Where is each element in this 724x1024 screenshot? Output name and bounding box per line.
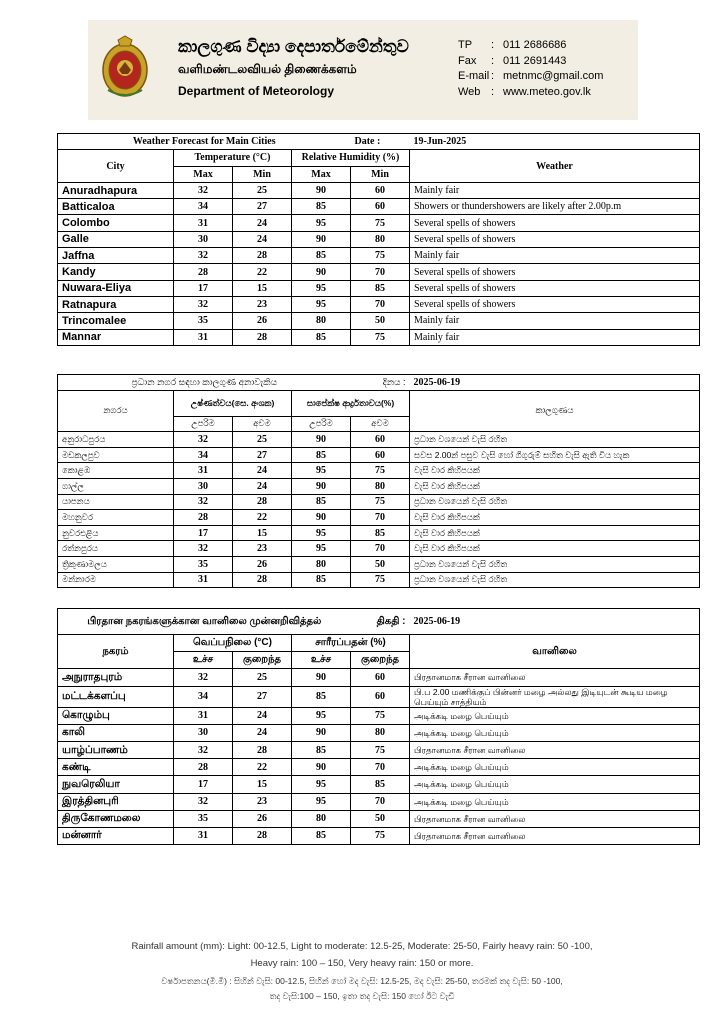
rh-max-cell: 90	[292, 264, 351, 280]
temp-min-cell: 26	[233, 810, 292, 827]
col-header-min: Min	[233, 166, 292, 182]
rh-max-cell: 80	[292, 810, 351, 827]
rh-min-cell: 50	[351, 556, 410, 572]
col-header-temperature: උෂ්ණත්වය(සෙ. අංශක)	[174, 390, 292, 416]
forecast-date: 2025-06-19	[410, 375, 700, 391]
rh-min-cell: 60	[351, 669, 410, 686]
weather-cell: அடிக்கடி மழை பெய்யும்	[410, 776, 700, 793]
rh-max-cell: 95	[292, 707, 351, 724]
table-row	[58, 329, 700, 345]
table-row	[58, 231, 700, 247]
forecast-date: 2025-06-19	[410, 609, 700, 635]
temp-min-cell: 24	[233, 463, 292, 479]
forecast-table-english	[57, 133, 700, 346]
org-name-tamil: வளிமண்டலவியல் திணைக்களம்	[178, 62, 357, 76]
table-row	[58, 463, 700, 479]
rh-max-cell: 85	[292, 686, 351, 707]
rh-min-cell: 75	[351, 572, 410, 588]
rh-min-cell: 85	[351, 525, 410, 541]
table-row	[58, 510, 700, 526]
temp-max-cell: 28	[174, 510, 233, 526]
temp-max-cell: 32	[174, 541, 233, 557]
col-header-max: උපරිම	[174, 416, 233, 432]
weather-cell: பி.ப 2.00 மணிக்குப் பின்னர் மழை அல்லது இடியுடன் கூடிய மழை பெய்யும் சாத்தியம்	[410, 686, 700, 707]
city-cell: Mannar	[58, 329, 174, 345]
contact-label: Fax	[458, 54, 477, 67]
weather-cell: Showers or thundershowers are likely after 2.00p.m	[410, 199, 700, 215]
table-body	[58, 432, 700, 588]
col-header-weather: කාලගුණය	[410, 390, 700, 432]
weather-cell: ප්‍රධාන වශයෙන් වැසි රහිත	[410, 432, 700, 448]
table-row	[58, 724, 700, 741]
contact-label: TP	[458, 39, 473, 51]
rh-min-cell: 70	[351, 296, 410, 312]
city-cell: திருகோணமலை	[58, 810, 174, 827]
table-row	[58, 296, 700, 312]
col-header-max: උපරිම	[292, 416, 351, 432]
col-header-min: குறைந்த	[351, 652, 410, 669]
temp-min-cell: 25	[233, 182, 292, 198]
city-cell: Colombo	[58, 215, 174, 231]
rh-max-cell: 85	[292, 572, 351, 588]
temp-min-cell: 22	[233, 759, 292, 776]
table-row	[58, 199, 700, 215]
temp-min-cell: 26	[233, 556, 292, 572]
col-header-humidity: සාපේක්ෂ ආර්ද්‍රතාවය(%)	[292, 390, 410, 416]
rh-max-cell: 95	[292, 463, 351, 479]
col-header-temperature: Temperature (°C)	[174, 150, 292, 166]
weather-cell: அடிக்கடி மழை பெய்யும்	[410, 707, 700, 724]
weather-cell: பிரதானமாக சீரான வானிலை	[410, 669, 700, 686]
temp-min-cell: 24	[233, 478, 292, 494]
rh-max-cell: 85	[292, 248, 351, 264]
temp-max-cell: 17	[174, 280, 233, 296]
weather-cell: ප්‍රධාන වශයෙන් වැසි රහිත	[410, 494, 700, 510]
table-row	[58, 556, 700, 572]
temp-max-cell: 30	[174, 478, 233, 494]
city-cell: இரத்தினபுரி	[58, 793, 174, 810]
temp-max-cell: 28	[174, 759, 233, 776]
table-row	[58, 759, 700, 776]
rh-min-cell: 60	[351, 182, 410, 198]
rh-min-cell: 80	[351, 231, 410, 247]
rh-max-cell: 85	[292, 329, 351, 345]
city-cell: මඩකලපුව	[58, 447, 174, 463]
temp-max-cell: 32	[174, 248, 233, 264]
rh-min-cell: 75	[351, 463, 410, 479]
city-cell: Jaffna	[58, 248, 174, 264]
table-row	[58, 669, 700, 686]
col-header-min: Min	[351, 166, 410, 182]
col-header-temperature: வெப்பநிலை (°C)	[174, 635, 292, 652]
weather-cell: සවස 2.00න් පසුව වැසි හෝ ගිගුරුම් සහිත වැසි ඇති විය හැක	[410, 447, 700, 463]
temp-max-cell: 31	[174, 329, 233, 345]
rh-min-cell: 80	[351, 724, 410, 741]
date-label: Date :	[351, 134, 410, 150]
legend-line: තද වැසි:100 – 150, ඉතා තද වැසි: 150 හෝ ඊට වැඩි	[269, 991, 455, 1001]
rh-min-cell: 75	[351, 827, 410, 844]
table-row	[58, 541, 700, 557]
city-cell: அநுராதபுரம்	[58, 669, 174, 686]
rh-min-cell: 60	[351, 432, 410, 448]
rh-max-cell: 90	[292, 510, 351, 526]
temp-max-cell: 30	[174, 231, 233, 247]
temp-min-cell: 28	[233, 741, 292, 758]
table-row	[58, 827, 700, 844]
temp-min-cell: 23	[233, 296, 292, 312]
weather-cell: பிரதானமாக சீரான வானிலை	[410, 741, 700, 758]
contact-row: Fax : 011 2691443	[458, 54, 603, 70]
table-title-row	[58, 609, 700, 635]
rh-min-cell: 50	[351, 810, 410, 827]
temp-max-cell: 31	[174, 215, 233, 231]
rh-min-cell: 75	[351, 329, 410, 345]
table-title: ප්‍රධාන නගර සඳහා කාලගුණ අනාවැකිය	[58, 375, 351, 391]
table-row	[58, 432, 700, 448]
weather-cell: වැසි වාර කිහිපයක්	[410, 525, 700, 541]
rh-min-cell: 70	[351, 793, 410, 810]
rh-max-cell: 90	[292, 759, 351, 776]
rh-max-cell: 95	[292, 776, 351, 793]
rh-max-cell: 80	[292, 313, 351, 329]
rh-min-cell: 85	[351, 776, 410, 793]
rh-min-cell: 75	[351, 248, 410, 264]
col-header-city: නගරය	[58, 390, 174, 432]
legend-line: වර්ෂාපතනය(මි.මී) : සිහින් වැසි: 00-12.5, සිහින් හෝ මද වැසි: 12.5-25, මද වැසි: 25-50, තරමක් තද වැසි: 50 -100,	[161, 976, 563, 986]
weather-cell: Several spells of showers	[410, 296, 700, 312]
rh-max-cell: 90	[292, 669, 351, 686]
col-header-max: Max	[292, 166, 351, 182]
table-body	[58, 669, 700, 845]
contact-block	[458, 38, 603, 100]
rh-min-cell: 60	[351, 199, 410, 215]
table-row	[58, 686, 700, 707]
rh-min-cell: 60	[351, 447, 410, 463]
table-row	[58, 572, 700, 588]
temp-min-cell: 15	[233, 776, 292, 793]
rh-min-cell: 85	[351, 280, 410, 296]
temp-max-cell: 28	[174, 264, 233, 280]
rh-max-cell: 85	[292, 494, 351, 510]
rh-min-cell: 70	[351, 759, 410, 776]
temp-min-cell: 28	[233, 494, 292, 510]
table-title: Weather Forecast for Main Cities	[58, 134, 351, 150]
rh-max-cell: 85	[292, 827, 351, 844]
rh-max-cell: 95	[292, 215, 351, 231]
org-name-english: Department of Meteorology	[178, 84, 335, 98]
city-cell: கண்டி	[58, 759, 174, 776]
temp-min-cell: 27	[233, 686, 292, 707]
rh-max-cell: 85	[292, 199, 351, 215]
weather-cell: Mainly fair	[410, 329, 700, 345]
weather-cell: වැසි වාර කිහිපයක්	[410, 478, 700, 494]
legend-line: Rainfall amount (mm): Light: 00-12.5, Light to moderate: 12.5-25, Moderate: 25-50, Fairly heavy rain: 50 -100,	[131, 941, 593, 952]
table-title-row	[58, 375, 700, 391]
weather-cell: Mainly fair	[410, 248, 700, 264]
table-title: பிரதான நகரங்களுக்கான வானிலை முன்னறிவித்தல்	[58, 609, 351, 635]
weather-cell: වැසි වාර කිහිපයක්	[410, 463, 700, 479]
table-row	[58, 810, 700, 827]
weather-cell: Mainly fair	[410, 182, 700, 198]
temp-min-cell: 22	[233, 510, 292, 526]
date-label: திகதி :	[351, 609, 410, 635]
rh-min-cell: 75	[351, 741, 410, 758]
temp-min-cell: 25	[233, 669, 292, 686]
weather-cell: ප්‍රධාන වශයෙන් වැසි රහිත	[410, 556, 700, 572]
city-cell: மன்னார்	[58, 827, 174, 844]
temp-min-cell: 28	[233, 248, 292, 264]
legend-line: Heavy rain: 100 – 150, Very heavy rain: 150 or more.	[250, 958, 474, 969]
date-label: දිනය :	[351, 375, 410, 391]
rh-max-cell: 90	[292, 432, 351, 448]
temp-min-cell: 24	[233, 231, 292, 247]
rh-min-cell: 80	[351, 478, 410, 494]
col-header-humidity: சாரீரப்பதன் (%)	[292, 635, 410, 652]
col-header-humidity: Relative Humidity (%)	[292, 150, 410, 166]
rh-max-cell: 95	[292, 541, 351, 557]
city-cell: රත්නපුරය	[58, 541, 174, 557]
weather-cell: Several spells of showers	[410, 264, 700, 280]
col-header-max: உச்ச	[292, 652, 351, 669]
col-header-min: අවම	[351, 416, 410, 432]
table-row	[58, 447, 700, 463]
city-cell: Anuradhapura	[58, 182, 174, 198]
city-cell: Ratnapura	[58, 296, 174, 312]
col-header-weather: Weather	[410, 150, 700, 183]
temp-max-cell: 34	[174, 686, 233, 707]
rh-min-cell: 70	[351, 541, 410, 557]
rh-max-cell: 95	[292, 793, 351, 810]
temp-max-cell: 31	[174, 707, 233, 724]
temp-min-cell: 26	[233, 313, 292, 329]
weather-cell: அடிக்கடி மழை பெய்யும்	[410, 793, 700, 810]
col-header-min: අවම	[233, 416, 292, 432]
weather-cell: Several spells of showers	[410, 231, 700, 247]
temp-min-cell: 24	[233, 215, 292, 231]
table-row	[58, 280, 700, 296]
temp-min-cell: 22	[233, 264, 292, 280]
table-title-row	[58, 134, 700, 150]
forecast-date: 19-Jun-2025	[410, 134, 700, 150]
temp-max-cell: 30	[174, 724, 233, 741]
city-cell: மட்டக்களப்பு	[58, 686, 174, 707]
rh-min-cell: 70	[351, 264, 410, 280]
rh-max-cell: 90	[292, 182, 351, 198]
temp-max-cell: 34	[174, 199, 233, 215]
city-cell: Galle	[58, 231, 174, 247]
rainfall-legend-sinhala	[0, 974, 724, 1004]
temp-min-cell: 15	[233, 280, 292, 296]
temp-max-cell: 35	[174, 810, 233, 827]
temp-min-cell: 28	[233, 572, 292, 588]
forecast-table-tamil	[57, 608, 700, 845]
rh-max-cell: 95	[292, 280, 351, 296]
temp-max-cell: 32	[174, 432, 233, 448]
col-header-max: Max	[174, 166, 233, 182]
weather-cell: Mainly fair	[410, 313, 700, 329]
rainfall-legend-english	[0, 938, 724, 972]
col-header-max: உச்ச	[174, 652, 233, 669]
rh-max-cell: 85	[292, 741, 351, 758]
rh-min-cell: 50	[351, 313, 410, 329]
weather-cell: Several spells of showers	[410, 215, 700, 231]
temp-min-cell: 28	[233, 827, 292, 844]
city-cell: අනුරාධපුරය	[58, 432, 174, 448]
table-row	[58, 313, 700, 329]
table-row	[58, 478, 700, 494]
city-cell: කොළඹ	[58, 463, 174, 479]
col-header-weather: வானிலை	[410, 635, 700, 669]
organisation-names	[178, 36, 409, 100]
contact-label: Web	[458, 85, 481, 98]
table-row	[58, 525, 700, 541]
rh-min-cell: 75	[351, 707, 410, 724]
contact-row: E-mail : metnmc@gmail.com	[458, 69, 603, 85]
rh-max-cell: 95	[292, 525, 351, 541]
city-cell: கொழும்பு	[58, 707, 174, 724]
city-cell: ත්‍රිකුණාමලය	[58, 556, 174, 572]
letterhead-banner	[88, 20, 638, 120]
temp-max-cell: 32	[174, 741, 233, 758]
temp-max-cell: 31	[174, 463, 233, 479]
temp-max-cell: 31	[174, 827, 233, 844]
temp-max-cell: 32	[174, 182, 233, 198]
table-row	[58, 182, 700, 198]
weather-cell: அடிக்கடி மழை பெய்யும்	[410, 724, 700, 741]
city-cell: காலி	[58, 724, 174, 741]
col-header-min: குறைந்த	[233, 652, 292, 669]
forecast-table-sinhala	[57, 374, 700, 588]
rh-max-cell: 80	[292, 556, 351, 572]
rh-max-cell: 85	[292, 447, 351, 463]
contact-row: TP : 011 2686686	[458, 38, 603, 54]
temp-min-cell: 25	[233, 432, 292, 448]
temp-max-cell: 17	[174, 525, 233, 541]
city-cell: நுவரெலியா	[58, 776, 174, 793]
table-row	[58, 776, 700, 793]
temp-max-cell: 32	[174, 669, 233, 686]
contact-website[interactable]: www.meteo.gov.lk	[503, 85, 591, 98]
city-cell: Nuwara-Eliya	[58, 280, 174, 296]
rh-max-cell: 95	[292, 296, 351, 312]
weather-cell: වැසි වාර කිහිපයක්	[410, 510, 700, 526]
rh-min-cell: 60	[351, 686, 410, 707]
city-cell: யாழ்ப்பாணம்	[58, 741, 174, 758]
rh-min-cell: 70	[351, 510, 410, 526]
temp-max-cell: 34	[174, 447, 233, 463]
table-body	[58, 182, 700, 345]
city-cell: Kandy	[58, 264, 174, 280]
contact-value: 011 2686686	[503, 39, 567, 51]
rh-min-cell: 75	[351, 215, 410, 231]
contact-label: E-mail	[458, 70, 490, 82]
weather-cell: பிரதானமாக சீரான வானிலை	[410, 827, 700, 844]
temp-min-cell: 27	[233, 199, 292, 215]
weather-cell: ප්‍රධාන වශයෙන් වැසි රහිත	[410, 572, 700, 588]
contact-row: Web : www.meteo.gov.lk	[458, 85, 603, 101]
rh-max-cell: 90	[292, 724, 351, 741]
temp-min-cell: 28	[233, 329, 292, 345]
table-row	[58, 707, 700, 724]
org-name-sinhala: කාලගුණ විද්‍යා දෙපාර්තමේන්තුව	[178, 37, 409, 56]
weather-cell: වැසි වාර කිහිපයක්	[410, 541, 700, 557]
weather-cell: Several spells of showers	[410, 280, 700, 296]
temp-min-cell: 24	[233, 707, 292, 724]
temp-min-cell: 27	[233, 447, 292, 463]
weather-cell: பிரதானமாக சீரான வானிலை	[410, 810, 700, 827]
temp-max-cell: 32	[174, 793, 233, 810]
city-cell: මන්නාරම	[58, 572, 174, 588]
temp-max-cell: 17	[174, 776, 233, 793]
rh-min-cell: 75	[351, 494, 410, 510]
rh-max-cell: 90	[292, 231, 351, 247]
rh-max-cell: 90	[292, 478, 351, 494]
city-cell: නුවරඑළිය	[58, 525, 174, 541]
temp-min-cell: 23	[233, 793, 292, 810]
temp-max-cell: 35	[174, 313, 233, 329]
table-row	[58, 215, 700, 231]
city-cell: යාපනය	[58, 494, 174, 510]
table-row	[58, 248, 700, 264]
city-cell: Batticaloa	[58, 199, 174, 215]
sri-lanka-emblem-icon	[100, 34, 150, 100]
temp-min-cell: 24	[233, 724, 292, 741]
temp-max-cell: 32	[174, 296, 233, 312]
table-row	[58, 264, 700, 280]
temp-max-cell: 31	[174, 572, 233, 588]
city-cell: Trincomalee	[58, 313, 174, 329]
table-row	[58, 741, 700, 758]
col-header-city: நகரம்	[58, 635, 174, 669]
city-cell: ගාල්ල	[58, 478, 174, 494]
weather-cell: அடிக்கடி மழை பெய்யும்	[410, 759, 700, 776]
temp-max-cell: 32	[174, 494, 233, 510]
contact-email[interactable]: metnmc@gmail.com	[503, 70, 604, 82]
table-row	[58, 793, 700, 810]
city-cell: මහනුවර	[58, 510, 174, 526]
col-header-city: City	[58, 150, 174, 183]
table-row	[58, 494, 700, 510]
contact-value: 011 2691443	[503, 54, 567, 67]
temp-min-cell: 15	[233, 525, 292, 541]
temp-min-cell: 23	[233, 541, 292, 557]
temp-max-cell: 35	[174, 556, 233, 572]
